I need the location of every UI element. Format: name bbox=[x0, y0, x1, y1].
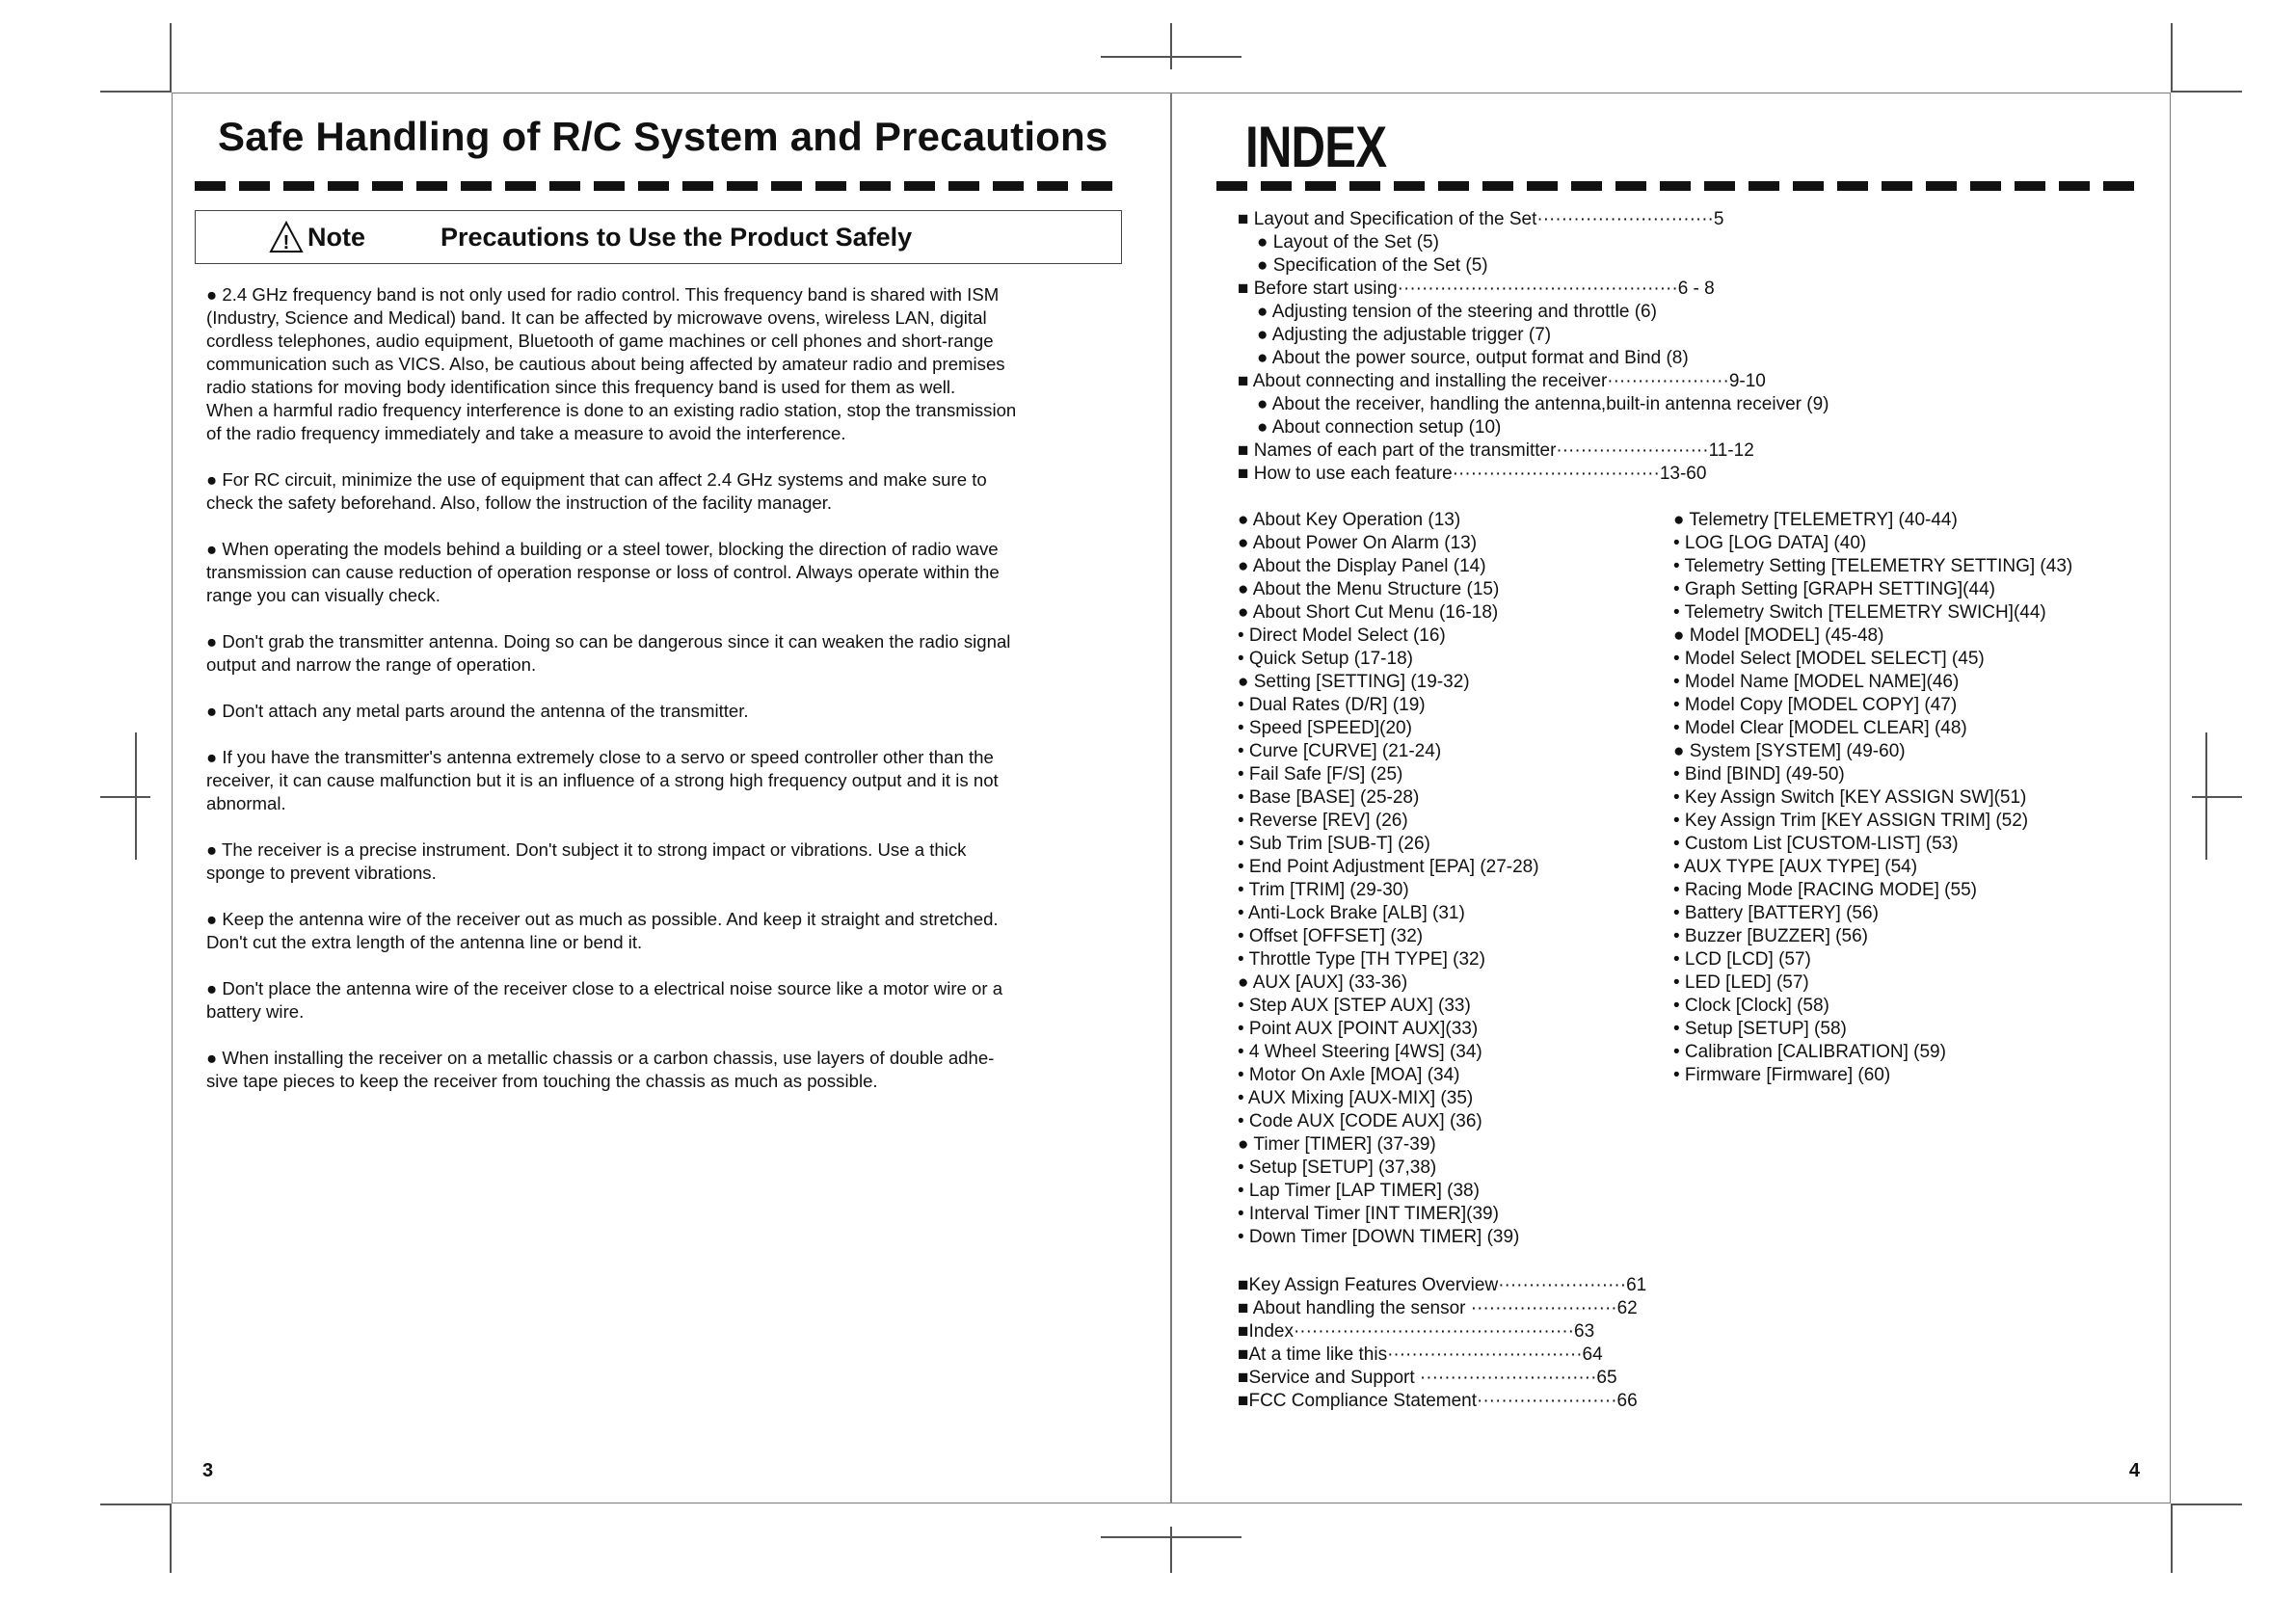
left-page bbox=[172, 93, 1170, 1503]
text-line: Don't cut the extra length of the antenna line or bend it. bbox=[206, 932, 643, 952]
text-line: (Industry, Science and Medical) band. It can be affected by microwave ovens, wireless LAN, digital bbox=[206, 307, 987, 328]
index-entry: • Model Select [MODEL SELECT] (45) bbox=[1673, 649, 1985, 669]
index-entry: ■FCC Compliance Statement·······················66 bbox=[1238, 1391, 1638, 1411]
index-entry: ● About Power On Alarm (13) bbox=[1238, 533, 1478, 553]
precaution-paragraph bbox=[206, 977, 1074, 1024]
text-line: check the safety beforehand. Also, follow the instruction of the facility manager. bbox=[206, 492, 833, 513]
index-entry: • Sub Trim [SUB-T] (26) bbox=[1238, 834, 1430, 854]
index-bottom-section bbox=[1238, 1274, 1646, 1413]
index-entry: • Model Copy [MODEL COPY] (47) bbox=[1673, 695, 1958, 715]
index-entry: • Bind [BIND] (49-50) bbox=[1673, 764, 1845, 785]
text-line: transmission can cause reduction of operation response or loss of control. Always operate within the bbox=[206, 562, 1000, 582]
index-entry: ● Model [MODEL] (45-48) bbox=[1673, 625, 1884, 646]
index-column-1 bbox=[1238, 509, 1539, 1249]
text-line: ● When operating the models behind a building or a steel tower, blocking the direction of radio wave bbox=[206, 539, 999, 559]
warning-triangle-icon bbox=[269, 221, 304, 253]
precaution-paragraph bbox=[206, 468, 1074, 515]
index-entry: • Telemetry Setting [TELEMETRY SETTING] (43) bbox=[1673, 556, 2073, 576]
index-entry: ● Timer [TIMER] (37-39) bbox=[1238, 1134, 1436, 1155]
text-line: receiver, it can cause malfunction but it is an influence of a strong high frequency output and it is not bbox=[206, 770, 999, 790]
index-entry: ● System [SYSTEM] (49-60) bbox=[1673, 741, 1906, 761]
index-entry: ■At a time like this································64 bbox=[1238, 1344, 1603, 1365]
index-entry: ● About Key Operation (13) bbox=[1238, 510, 1461, 530]
index-entry: ● About the receiver, handling the antenna,built-in antenna receiver (9) bbox=[1257, 394, 1829, 414]
index-entry: ● Setting [SETTING] (19-32) bbox=[1238, 672, 1470, 692]
index-entry: • Key Assign Trim [KEY ASSIGN TRIM] (52) bbox=[1673, 811, 2029, 831]
text-line: sive tape pieces to keep the receiver from touching the chassis as much as possible. bbox=[206, 1071, 878, 1091]
index-entry: • Telemetry Switch [TELEMETRY SWICH](44) bbox=[1673, 602, 2046, 623]
index-entry: • LOG [LOG DATA] (40) bbox=[1673, 533, 1867, 553]
index-entry: • Motor On Axle [MOA] (34) bbox=[1238, 1065, 1460, 1085]
text-line: ● The receiver is a precise instrument. Don't subject it to strong impact or vibrations. Use a thick bbox=[206, 839, 967, 860]
svg-text:!: ! bbox=[282, 232, 290, 253]
index-entry: • Interval Timer [INT TIMER](39) bbox=[1238, 1204, 1499, 1224]
text-line: communication such as VICS. Also, be cautious about being affected by amateur radio and premises bbox=[206, 354, 1005, 374]
text-line: ● If you have the transmitter's antenna extremely close to a servo or speed controller other than the bbox=[206, 747, 994, 767]
index-entry: • Offset [OFFSET] (32) bbox=[1238, 926, 1424, 946]
index-entry: ● AUX [AUX] (33-36) bbox=[1238, 972, 1408, 993]
text-line: ● Don't attach any metal parts around the antenna of the transmitter. bbox=[206, 701, 749, 721]
index-entry: • LCD [LCD] (57) bbox=[1673, 949, 1811, 970]
precaution-paragraph bbox=[206, 700, 1074, 723]
index-top-section bbox=[1238, 208, 1829, 486]
index-entry: • Base [BASE] (25-28) bbox=[1238, 787, 1420, 808]
text-line: ● For RC circuit, minimize the use of equipment that can affect 2.4 GHz systems and make sure to bbox=[206, 469, 987, 490]
text-line: radio stations for moving body identification since this frequency band is used for them as well. bbox=[206, 377, 956, 397]
index-entry: • Battery [BATTERY] (56) bbox=[1673, 903, 1879, 923]
index-entry: ■ About handling the sensor ························62 bbox=[1238, 1298, 1638, 1318]
index-entry: • Graph Setting [GRAPH SETTING](44) bbox=[1673, 579, 1995, 599]
index-entry: • LED [LED] (57) bbox=[1673, 972, 1809, 993]
index-entry: • Curve [CURVE] (21-24) bbox=[1238, 741, 1442, 761]
note-label: Note bbox=[307, 223, 365, 252]
index-entry: • Setup [SETUP] (37,38) bbox=[1238, 1157, 1437, 1178]
precaution-paragraph bbox=[206, 538, 1074, 607]
text-line: of the radio frequency immediately and take a measure to avoid the interference. bbox=[206, 423, 846, 443]
index-entry: • Anti-Lock Brake [ALB] (31) bbox=[1238, 903, 1465, 923]
right-page bbox=[1172, 93, 2171, 1503]
note-title: Precautions to Use the Product Safely bbox=[441, 223, 913, 252]
precautions-text bbox=[206, 283, 1074, 1116]
text-line: range you can visually check. bbox=[206, 585, 441, 605]
index-entry: ● About the power source, output format and Bind (8) bbox=[1257, 348, 1689, 368]
page-number: 4 bbox=[2128, 1460, 2140, 1481]
index-entry: ● About Short Cut Menu (16-18) bbox=[1238, 602, 1499, 623]
text-line: ● Don't place the antenna wire of the receiver close to a electrical noise source like a motor wire or a bbox=[206, 978, 1003, 998]
precaution-paragraph bbox=[206, 746, 1074, 815]
index-title: INDEX bbox=[1245, 115, 1387, 179]
index-entry: • Speed [SPEED](20) bbox=[1238, 718, 1412, 738]
index-entry: ● About the Display Panel (14) bbox=[1238, 556, 1486, 576]
index-entry: • Buzzer [BUZZER] (56) bbox=[1673, 926, 1868, 946]
precaution-paragraph bbox=[206, 1047, 1074, 1093]
index-entry: ■ Layout and Specification of the Set·····························5 bbox=[1238, 209, 1724, 229]
index-entry: • Direct Model Select (16) bbox=[1238, 625, 1446, 646]
text-line: abnormal. bbox=[206, 793, 286, 813]
index-entry: • Quick Setup (17-18) bbox=[1238, 649, 1413, 669]
index-entry: • Firmware [Firmware] (60) bbox=[1673, 1065, 1891, 1085]
index-entry: • Setup [SETUP] (58) bbox=[1673, 1019, 1847, 1039]
index-entry: • Step AUX [STEP AUX] (33) bbox=[1238, 996, 1471, 1016]
index-entry: • Throttle Type [TH TYPE] (32) bbox=[1238, 949, 1485, 970]
index-entry: • Code AUX [CODE AUX] (36) bbox=[1238, 1111, 1482, 1131]
index-entry: • Custom List [CUSTOM-LIST] (53) bbox=[1673, 834, 1959, 854]
index-entry: ■Index··············································63 bbox=[1238, 1321, 1595, 1342]
text-line: battery wire. bbox=[206, 1001, 305, 1022]
index-entry: • Model Clear [MODEL CLEAR] (48) bbox=[1673, 718, 1967, 738]
text-line: ● Don't grab the transmitter antenna. Doing so can be dangerous since it can weaken the radio signal bbox=[206, 631, 1011, 652]
index-entry: • Point AUX [POINT AUX](33) bbox=[1238, 1019, 1479, 1039]
index-entry: • AUX TYPE [AUX TYPE] (54) bbox=[1673, 857, 1918, 877]
index-entry: ● About the Menu Structure (15) bbox=[1238, 579, 1500, 599]
index-entry: • 4 Wheel Steering [4WS] (34) bbox=[1238, 1042, 1482, 1062]
index-entry: • Model Name [MODEL NAME](46) bbox=[1673, 672, 1960, 692]
text-line: ● Keep the antenna wire of the receiver out as much as possible. And keep it straight and stretched. bbox=[206, 909, 999, 929]
index-entry: ■Service and Support ·····························65 bbox=[1238, 1368, 1617, 1388]
index-entry: • Down Timer [DOWN TIMER] (39) bbox=[1238, 1227, 1520, 1247]
index-entry: • Reverse [REV] (26) bbox=[1238, 811, 1408, 831]
index-entry: ■ How to use each feature··································13-60 bbox=[1238, 464, 1707, 484]
index-entry: ● Adjusting the adjustable trigger (7) bbox=[1257, 325, 1552, 345]
index-entry: ■ Before start using··············································6 - 8 bbox=[1238, 279, 1715, 299]
title-dashed-rule bbox=[1216, 181, 2148, 191]
index-entry: • AUX Mixing [AUX-MIX] (35) bbox=[1238, 1088, 1474, 1108]
index-entry: • Lap Timer [LAP TIMER] (38) bbox=[1238, 1181, 1480, 1201]
text-line: output and narrow the range of operation. bbox=[206, 654, 537, 675]
precaution-paragraph bbox=[206, 908, 1074, 954]
text-line: ● When installing the receiver on a metallic chassis or a carbon chassis, use layers of double adhe- bbox=[206, 1048, 995, 1068]
index-entry: • Calibration [CALIBRATION] (59) bbox=[1673, 1042, 1946, 1062]
index-entry: • Dual Rates (D/R] (19) bbox=[1238, 695, 1426, 715]
index-entry: ● About connection setup (10) bbox=[1257, 417, 1502, 438]
index-column-2 bbox=[1673, 509, 2072, 1087]
text-line: sponge to prevent vibrations. bbox=[206, 863, 437, 883]
index-entry: ● Specification of the Set (5) bbox=[1257, 255, 1488, 276]
index-entry: • End Point Adjustment [EPA] (27-28) bbox=[1238, 857, 1539, 877]
index-entry: • Racing Mode [RACING MODE] (55) bbox=[1673, 880, 1977, 900]
index-entry: ■ Names of each part of the transmitter·························11-12 bbox=[1238, 440, 1754, 461]
title-dashed-rule bbox=[195, 181, 1126, 191]
index-entry: • Trim [TRIM] (29-30) bbox=[1238, 880, 1409, 900]
index-entry: • Clock [Clock] (58) bbox=[1673, 996, 1829, 1016]
index-entry: ● Layout of the Set (5) bbox=[1257, 232, 1439, 253]
precaution-paragraph bbox=[206, 630, 1074, 677]
page-title: Safe Handling of R/C System and Precautions bbox=[218, 114, 1108, 159]
text-line: When a harmful radio frequency interference is done to an existing radio station, stop the transmission bbox=[206, 400, 1017, 420]
page-number: 3 bbox=[202, 1460, 214, 1481]
precaution-paragraph bbox=[206, 838, 1074, 885]
index-entry: ■Key Assign Features Overview·····················61 bbox=[1238, 1275, 1647, 1295]
index-entry: • Fail Safe [F/S] (25) bbox=[1238, 764, 1403, 785]
index-entry: ■ About connecting and installing the receiver····················9-10 bbox=[1238, 371, 1766, 391]
precaution-paragraph bbox=[206, 283, 1074, 445]
note-box bbox=[195, 210, 1122, 264]
text-line: ● 2.4 GHz frequency band is not only used for radio control. This frequency band is shared with ISM bbox=[206, 284, 1000, 305]
text-line: cordless telephones, audio equipment, Bluetooth of game machines or cell phones and short-range bbox=[206, 331, 994, 351]
index-entry: ● Telemetry [TELEMETRY] (40-44) bbox=[1673, 510, 1958, 530]
index-entry: • Key Assign Switch [KEY ASSIGN SW](51) bbox=[1673, 787, 2027, 808]
index-entry: ● Adjusting tension of the steering and throttle (6) bbox=[1257, 302, 1657, 322]
